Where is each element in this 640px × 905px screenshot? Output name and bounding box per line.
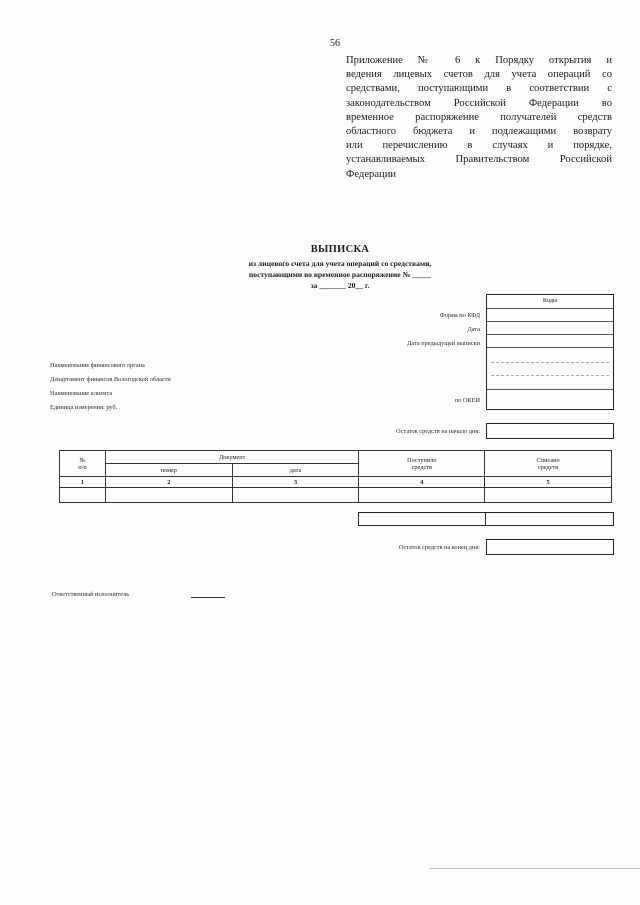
financial-body-value: Департамент финансов Вологодской области [50, 376, 171, 383]
totals-divider [485, 513, 486, 525]
date-label: Дата [467, 326, 480, 333]
col-received-header [359, 451, 485, 477]
table-cell [232, 488, 359, 503]
appendix-line: устанавливаемых Правительством Российской [346, 154, 612, 166]
operations-table [59, 450, 612, 503]
col-date-header: дата [232, 464, 359, 477]
financial-body-label: Наименование финансового органа [50, 362, 145, 369]
col-written-off-header [485, 451, 612, 477]
client-name-label: Наименование клиента [50, 390, 113, 397]
codes-row-divider [487, 308, 613, 309]
statement-date-line: за _______ 20__ г. [310, 281, 370, 290]
appendix-line: законодательством Российской Федерации во [346, 97, 612, 109]
appendix-reference [346, 54, 612, 182]
codes-row-divider [487, 347, 613, 348]
totals-row [358, 512, 614, 526]
appendix-line: Приложение № 6 к Порядку открытия и [346, 55, 612, 66]
column-number: 3 [232, 477, 359, 488]
unit-label: Единица измерения: руб. [50, 404, 118, 411]
responsible-label: Ответственный исполнитель [52, 591, 130, 598]
codes-row-divider [487, 321, 613, 322]
codes-box [486, 294, 614, 410]
column-number: 2 [105, 477, 232, 488]
signature-line [191, 597, 225, 598]
col-written-line2: средств [537, 463, 559, 471]
col-no-line1: № [79, 456, 86, 464]
codes-header: Коды [542, 297, 558, 304]
appendix-line: Федерации [346, 168, 397, 180]
codes-dashed-line [491, 362, 609, 363]
codes-dashed-line [491, 375, 609, 376]
column-number-row [60, 477, 612, 488]
col-document-header: Документ [105, 451, 359, 464]
scan-edge-line [430, 868, 640, 869]
appendix-line: средствами, поступающими в соответствии с [346, 83, 612, 95]
col-received-line2: средств [411, 463, 432, 471]
previous-statement-date-label: Дата предыдущей выписки [407, 340, 480, 347]
statement-title: ВЫПИСКА [310, 244, 370, 255]
subtitle-line-2: поступающими во временное распоряжение № _____ [248, 270, 432, 279]
appendix-line: временное распоряжение получателей средств [346, 111, 612, 123]
balance-end-label: Остаток средств на конец дня: [398, 544, 480, 551]
col-no-line2: п/п [78, 463, 87, 471]
table-cell [60, 488, 106, 503]
column-number: 4 [359, 477, 485, 488]
codes-row-divider [487, 389, 613, 390]
col-written-line1: Списано [536, 456, 560, 464]
balance-start-field [486, 423, 614, 439]
balance-end-field [486, 539, 614, 555]
table-cell [359, 488, 485, 503]
table-cell [485, 488, 612, 503]
page-number: 56 [330, 38, 340, 49]
appendix-line: ведения лицевых счетов для учета операций со [346, 69, 612, 81]
table-row [60, 488, 612, 503]
appendix-line: областного бюджета и подлежащими возврату [346, 126, 612, 138]
form-kfd-label: Форма по КФД [439, 312, 480, 319]
statement-subtitle [0, 258, 640, 291]
col-number-header: номер [105, 464, 232, 477]
col-received-line1: Поступило [407, 456, 437, 464]
subtitle-line-1: из лицевого счета для учета операций со средствами, [248, 259, 432, 268]
codes-row-divider [487, 334, 613, 335]
balance-start-label: Остаток средств на начало дня: [396, 428, 480, 435]
col-no-header [60, 451, 106, 477]
table-cell [105, 488, 232, 503]
appendix-line: или перечислению в случаях и порядке, [346, 140, 612, 152]
column-number: 5 [485, 477, 612, 488]
column-number: 1 [60, 477, 106, 488]
okei-label: по ОКЕИ [454, 397, 480, 404]
